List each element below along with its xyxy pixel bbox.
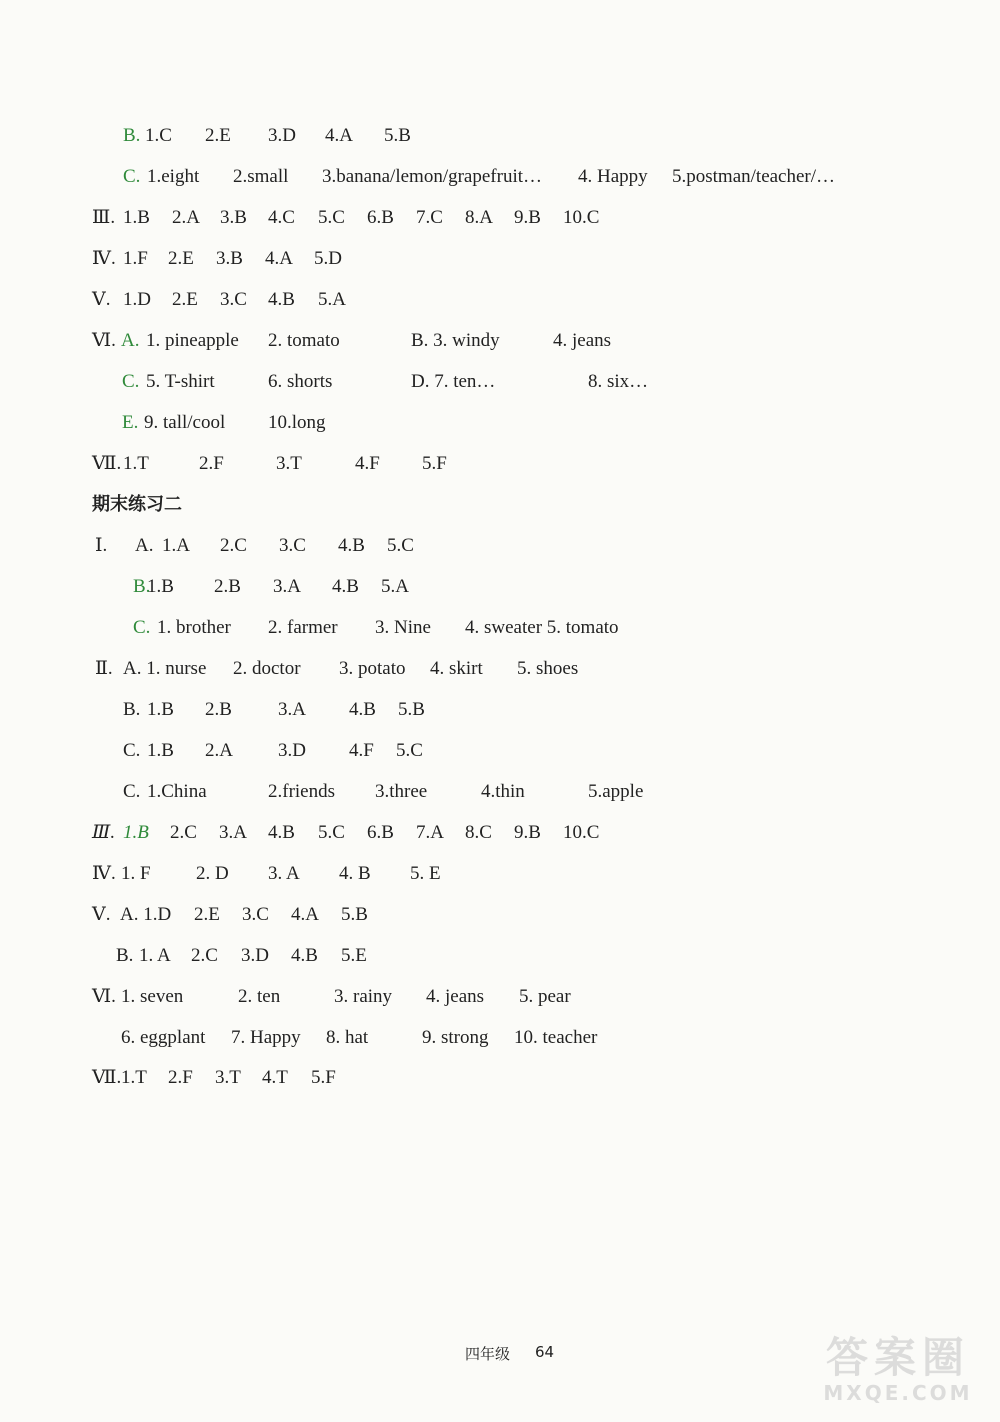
page-number: 64: [535, 1343, 555, 1361]
watermark-logo: 答案圈 MXQE.COM: [823, 1333, 973, 1405]
section-heading: 期末练习二: [92, 494, 182, 515]
grade-label: 四年级: [465, 1345, 511, 1363]
